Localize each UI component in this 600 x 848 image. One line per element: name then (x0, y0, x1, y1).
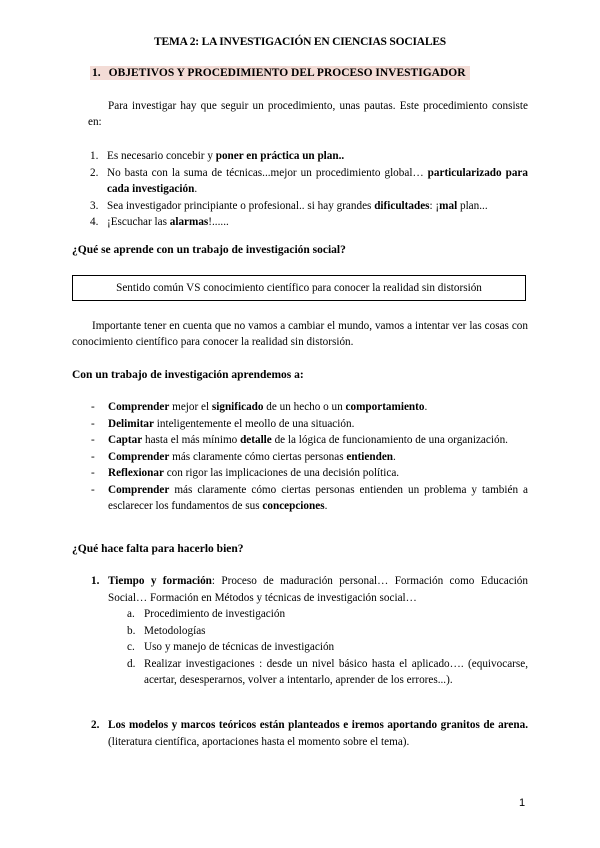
list-item: - Comprender más claramente cómo ciertas personas entienden un problema y también a esclarecer los fundamentos de sus concepciones. (91, 483, 528, 512)
section-title: OBJETIVOS Y PROCEDIMIENTO DEL PROCESO INVESTIGADOR (108, 67, 466, 79)
list-item: 1. Es necesario concebir y poner en práctica un plan.. (90, 150, 345, 162)
list-item: - Captar hasta el más mínimo detalle de la lógica de funcionamiento de una organización. (91, 434, 508, 446)
list-item: b. Metodologías (127, 624, 206, 637)
boxed-statement: Sentido común VS conocimiento científico para conocer la realidad sin distorsión (72, 275, 526, 301)
list-item: 3. Sea investigador principiante o profesional.. si hay grandes dificultades: ¡mal plan... (90, 199, 488, 212)
section-heading (90, 66, 470, 80)
question-heading: ¿Qué hace falta para hacerlo bien? (72, 543, 244, 555)
list-item: 2. Los modelos y marcos teóricos están planteados e iremos aportando granitos de arena. (literatura científica, aportaciones hasta el momento sobre el tema). (91, 719, 528, 748)
question-heading: Con un trabajo de investigación aprendemos a: (72, 369, 304, 381)
question-heading: ¿Qué se aprende con un trabajo de investigación social? (72, 244, 346, 256)
document-title: TEMA 2: LA INVESTIGACIÓN EN CIENCIAS SOCIALES (154, 36, 446, 48)
requirement-2 (91, 717, 528, 750)
list-item: - Delimitar inteligentemente el meollo de una situación. (91, 417, 355, 430)
intro-paragraph: Para investigar hay que seguir un procedimiento, unas pautas. Este procedimiento consiste en: (88, 100, 528, 128)
list-item: 1. Tiempo y formación: Proceso de maduración personal… Formación como Educación Social… Formación en Métodos y técnicas de investigación social… (91, 575, 528, 604)
list-item: 4. ¡Escuchar las alarmas!...... (90, 216, 229, 228)
list-item: - Comprender más claramente cómo ciertas personas entienden. (91, 450, 396, 463)
procedure-list (90, 148, 528, 231)
list-item: a. Procedimiento de investigación (127, 608, 286, 620)
section-number: 1. (92, 67, 101, 79)
paragraph: Importante tener en cuenta que no vamos a cambiar el mundo, vamos a intentar ver las cosas con conocimiento científico para conocer la realidad sin distorsión. (72, 320, 528, 348)
list-item: - Comprender mejor el significado de un hecho o un comportamiento. (91, 401, 428, 413)
requirement-1 (91, 573, 528, 606)
list-item: c. Uso y manejo de técnicas de investigación (127, 641, 335, 653)
list-item: d. Realizar investigaciones : desde un nivel básico hasta el aplicado…. (equivocarse, acertar, desesperarnos, volver a intentarlo, aprender de los errores...). (127, 657, 528, 686)
page-number: 1 (519, 797, 526, 809)
list-item: 2. No basta con la suma de técnicas...mejor un procedimiento global… particularizado para cada investigación. (90, 166, 528, 195)
requirement-sublist (127, 606, 528, 689)
list-item: - Reflexionar con rigor las implicaciones de una decisión política. (91, 467, 400, 479)
learning-list (91, 399, 528, 515)
